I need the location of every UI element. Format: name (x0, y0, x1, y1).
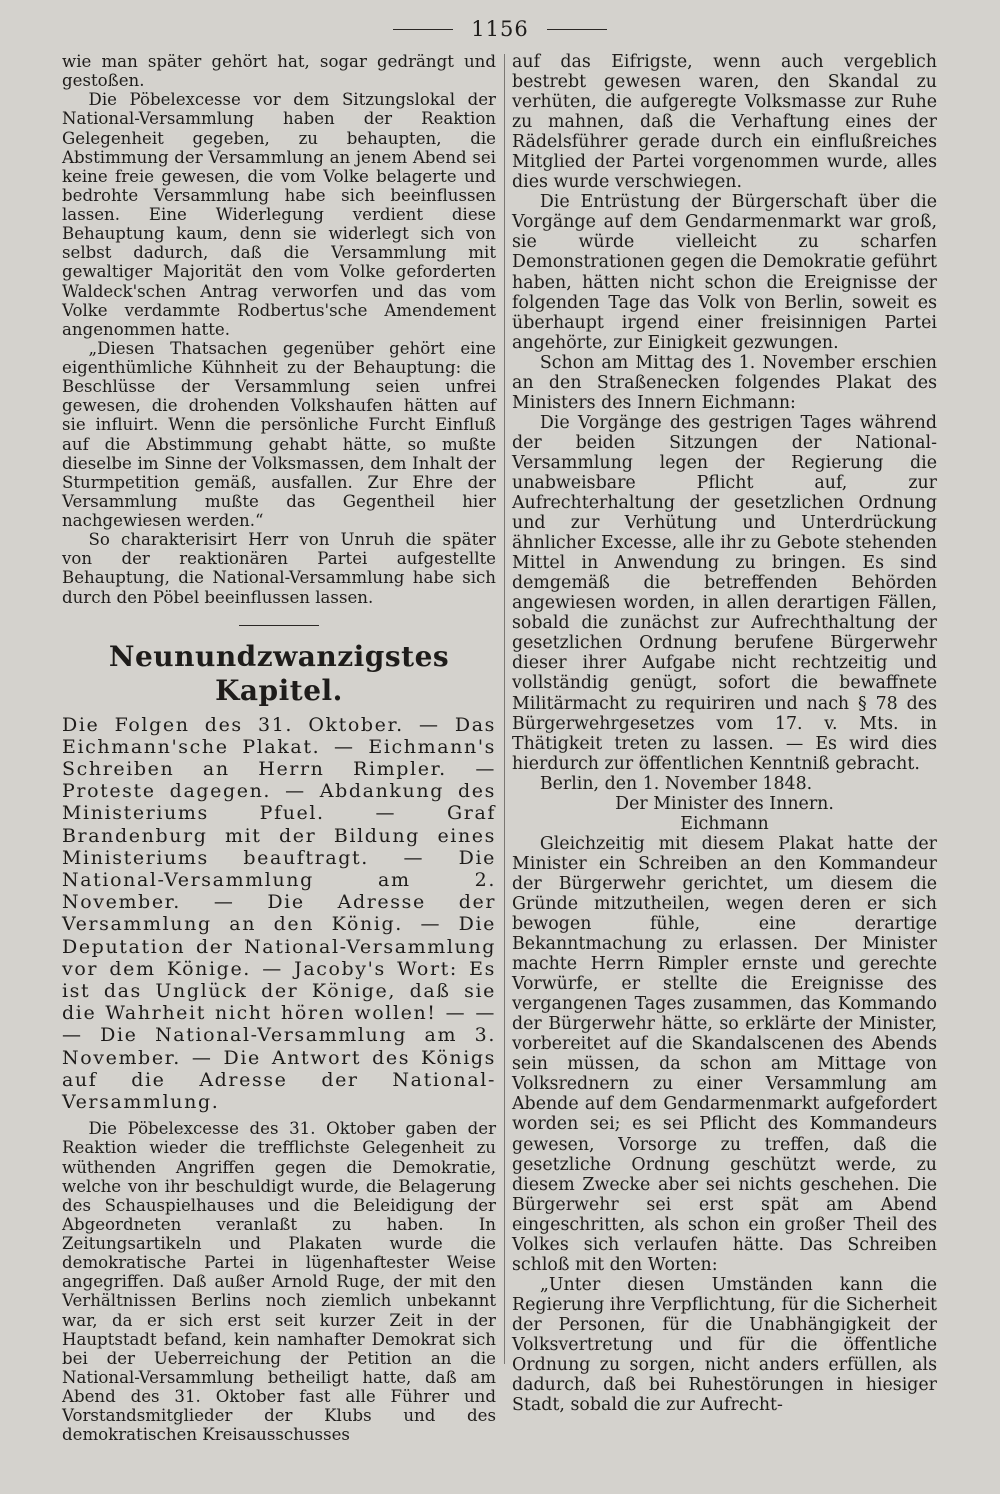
page-number: 1156 (471, 17, 529, 41)
right-column (512, 52, 937, 1415)
paragraph: Die Pöbelexcesse vor dem Sitzungslokal der National-Versammlung haben der Reaktion Gelegenheit gegeben, zu behaupten, die Abstimmung der Versammlung an jenem Abend sei keine freie gewesen, die vom Volke belagerte und bedrohte Versammlung habe sich beeinflussen lassen. Eine Widerlegung verdient diese Behauptung kaum, denn sie widerlegt sich von selbst dadurch, daß die Versammlung mit gewaltiger Majorität den vom Volke geforderten Waldeck'schen Antrag verworfen und das vom Volke verdammte Rodbertus'sche Amendement angenommen hatte. (62, 90, 496, 339)
quote-paragraph: „Diesen Thatsachen gegenüber gehört eine eigenthümliche Kühnheit zu der Behauptung: die Beschlüsse der Versammlung seien unfrei gewesen, die drohenden Volkshaufen hätten auf sie influirt. Wenn die persönliche Furcht Einfluß auf die Abstimmung gehabt hätte, so mußte dieselbe im Sinne der Volksmassen, dem Inhalt der Sturmpetition gemäß, ausfallen. Zur Ehre der Versammlung mußte das Gegentheil hier nachgewiesen werden.“ (62, 338, 496, 530)
paragraph: Schon am Mittag des 1. November erschien an den Straßenecken folgendes Plakat des Ministers des Innern Eichmann: (512, 352, 937, 413)
signature-name: Eichmann (680, 813, 769, 834)
chapter-summary: Die Folgen des 31. Oktober. — Das Eichmann'sche Plakat. — Eichmann's Schreiben an Herrn Rimpler. — Proteste dagegen. — Abdankung des Ministeriums Pfuel. — Graf Brandenburg mit der Bildung eines Ministeriums beauftragt. — Die National-Versammlung am 2. November. — Die Adresse der Versammlung an den König. — Die Deputation der National-Versammlung vor dem Könige. — Jacoby's Wort: Es ist das Unglück der Könige, daß sie die Wahrheit nicht hören wollen! — — — Die National-Versammlung am 3. November. — Die Antwort des Königs auf die Adresse der National-Versammlung. (62, 713, 496, 1114)
chapter-divider (239, 625, 319, 626)
header-rule-right (547, 29, 607, 30)
paragraph: Die Entrüstung der Bürgerschaft über die Vorgänge auf dem Gendarmenmarkt war groß, sie würde vielleicht zu scharfen Demonstrationen gegen die Demokratie geführt haben, hätten nicht schon die Ereignisse der folgenden Tage das Volk von Berlin, soweit es überhaupt irgend einer freisinnigen Partei angehörte, zur Einigkeit gezwungen. (512, 192, 937, 353)
chapter-title: Neunundzwanzigstes Kapitel. (108, 639, 450, 707)
header-rule-left (393, 29, 453, 30)
column-divider (504, 54, 505, 1364)
paragraph: wie man später gehört hat, sogar gedrängt und gestoßen. (62, 52, 496, 91)
paragraph: Die Pöbelexcesse des 31. Oktober gaben der Reaktion wieder die trefflichste Gelegenheit zu wüthenden Angriffen gegen die Demokratie, welche von ihr beschuldigt wurde, die Belagerung des Schauspielhauses und die Beleidigung der Abgeordneten veranlaßt zu haben. In Zeitungsartikeln und Plakaten wurde die demokratische Partei in lügenhaftester Weise angegriffen. Daß außer Arnold Ruge, der mit den Verhältnissen Berlins noch ziemlich unbekannt war, da er sich erst seit kurzer Zeit in der Hauptstadt befand, kein namhafter Demokrat sich bei der Ueberreichung der Petition an die National-Versammlung betheiligt hatte, daß am Abend des 31. Oktober fast alle Führer und Vorstandsmitglieder der Klubs und des demokratischen Kreisausschusses (62, 1119, 496, 1445)
quote-paragraph: „Unter diesen Umständen kann die Regierung ihre Verpflichtung, für die Sicherheit der Personen, für die Unabhängigkeit der Volksvertretung und für die öffentliche Ordnung zu sorgen, nicht anders erfüllen, als dadurch, daß bei Ruhestörungen in hiesiger Stadt, sobald die zur Aufrecht- (512, 1274, 937, 1416)
paragraph: Gleichzeitig mit diesem Plakat hatte der Minister ein Schreiben an den Kommandeur der Bürgerwehr gerichtet, um diesem die Gründe mitzutheilen, wegen deren er sich bewogen fühle, eine derartige Bekanntmachung zu erlassen. Der Minister machte Herrn Rimpler ernste und gerechte Vorwürfe, er stellte die Ereignisse des vergangenen Tages zusammen, das Kommando der Bürgerwehr hätte, so erklärte der Minister, vorbereitet auf die Skandalscenen des Abends sein müssen, da schon am Mittage von Volksrednern zu einer Versammlung am Abende auf dem Gendarmenmarkt aufgefordert worden sei; es sei Pflicht des Kommandeurs gewesen, Vorsorge zu treffen, daß die gesetzliche Ordnung geschützt werde, zu diesem Zwecke aber sei nichts geschehen. Die Bürgerwehr sei erst spät am Abend eingeschritten, als schon ein großer Theil des Volkes sich verlaufen hätte. Das Schreiben schloß mit den Worten: (512, 833, 937, 1275)
page-header (0, 12, 1000, 46)
signature-title: Der Minister des Innern. (615, 793, 834, 814)
left-column (62, 52, 496, 1444)
paragraph: So charakterisirt Herr von Unruh die später von der reaktionären Partei aufgestellte Behauptung, die National-Versammlung habe sich durch den Pöbel beeinflussen lassen. (62, 530, 496, 607)
place-date: Berlin, den 1. November 1848. (539, 773, 813, 794)
placard-text: Die Vorgänge des gestrigen Tages während der beiden Sitzungen der National-Versammlung legen der Regierung die unabweisbare Pflicht auf, zur Aufrechterhaltung der gesetzlichen Ordnung und zur Verhütung und Unterdrückung ähnlicher Excesse, alle ihr zu Gebote stehenden Mittel in Anwendung zu bringen. Es sind demgemäß die betreffenden Behörden angewiesen worden, in allen derartigen Fällen, sobald die zunächst zur Aufrechthaltung der gesetzlichen Ordnung berufene Bürgerwehr dieser ihrer Aufgabe nicht rechtzeitig und vollständig genügt, sofort die bewaffnete Militärmacht zu requiriren und nach § 78 des Bürgerwehrgesetzes vom 17. v. Mts. in Thätigkeit treten zu lassen. — Es wird dies hierdurch zur öffentlichen Kenntniß gebracht. (512, 412, 937, 774)
paragraph: auf das Eifrigste, wenn auch vergeblich bestrebt gewesen waren, den Skandal zu verhüten, die aufgeregte Volksmasse zur Ruhe zu mahnen, daß die Verhaftung eines der Rädelsführer gerade durch ein einflußreiches Mitglied der Partei vorgenommen wurde, alles dies wurde verschwiegen. (512, 52, 937, 193)
